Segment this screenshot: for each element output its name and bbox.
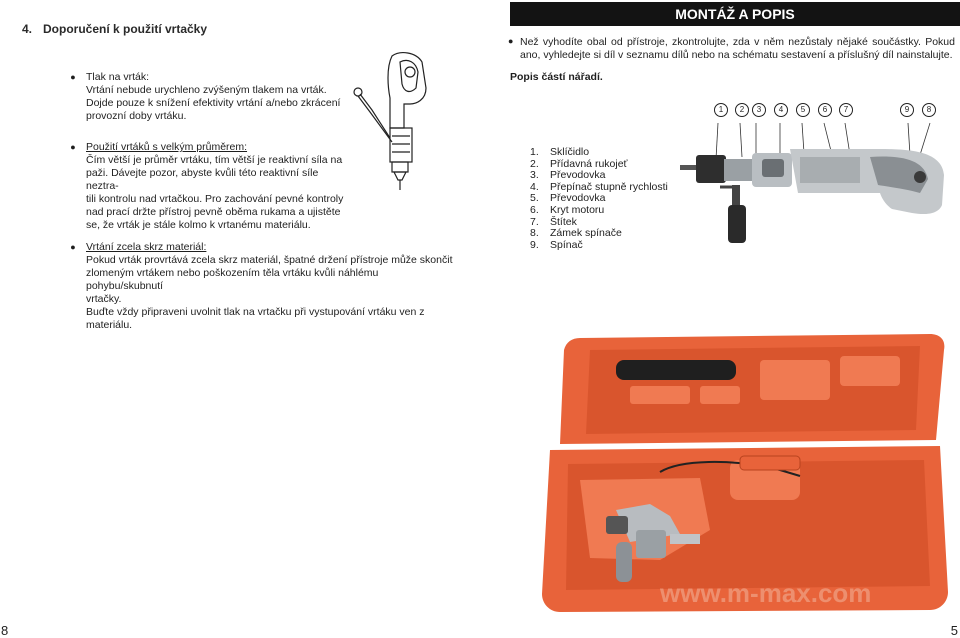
tip-pressure [86,71,346,123]
tip-large-bits [86,141,351,232]
list-item: 8. Zámek spínače [530,227,622,240]
callout-marker: 3 [752,103,766,117]
section-number: 4. [22,22,33,36]
watermark-text: www.m-max.com [660,578,872,608]
list-item: 4. Přepínač stupně rychlosti [530,180,668,193]
tip-line: zlomeným vrtákem nebo poškozením těla vrtáku kvůli náhlému pohybu/skubnutí [86,267,379,292]
list-item: 6. Kryt motoru [530,203,605,216]
tip-title: Použití vrtáků s velkým průměrem: [86,141,248,153]
bullet-icon: ● [70,72,76,82]
parts-title: Popis částí nářadí. [510,71,603,83]
list-item: 5. Převodovka [530,192,606,205]
tip-drill-through [86,241,456,332]
tip-line: Čím větší je průměr vrtáku, tím větší je reaktivní síla na [86,154,343,166]
tip-line: nad prací držte přístroj pevně oběma rukama a ujistěte [86,206,341,218]
section-banner: MONTÁŽ A POPIS [510,2,960,26]
callout-marker: 8 [922,103,936,117]
tip-line: Buďte vždy připraveni uvolnit tlak na vrtačku při vystupování vrtáku ven z materiálu. [86,306,425,331]
list-item: 2. Přídavná rukojeť [530,157,628,170]
bullet-icon: ● [508,36,514,46]
bullet-icon: ● [70,142,76,152]
list-item: 7. Štítek [530,215,577,228]
list-item: 3. Převodovka [530,169,606,182]
tip-title: Tlak na vrták: [86,71,150,83]
tip-line: Dojde pouze k snížení efektivity vrtání a/nebo zkrácení [86,97,341,109]
parts-list [530,147,668,251]
list-item: 1. Sklíčidlo [530,146,590,158]
callout-marker: 7 [839,103,853,117]
tip-line: paži. Dávejte pozor, abyste kvůli této reaktivní síle neztra- [86,167,319,192]
tip-line: vrtačky. [86,293,122,305]
tip-line: provozní doby vrtáku. [86,110,187,122]
callout-marker: 1 [714,103,728,117]
page-number-left: 8 [1,623,9,638]
tip-line: Vrtání nebude urychleno zvýšeným tlakem na vrták. [86,84,327,96]
drill-line-drawing [350,48,440,198]
callout-marker: 4 [774,103,788,117]
bullet-icon: ● [70,242,76,252]
tip-line: se, že vrták je stále kolmo k vrtanému materiálu. [86,219,311,231]
tip-title: Vrtání zcela skrz materiál: [86,241,207,253]
callout-marker: 6 [818,103,832,117]
section-title: Doporučení k použití vrtačky [43,22,208,36]
intro-paragraph: Než vyhodíte obal od přístroje, zkontrolujte, zda v něm nezůstaly nějaké součástky. Pokud ano, vyhledejte si díl v seznamu dílů nebo na schématu sestavení a příslušný díl nainstalujte. [520,36,955,61]
carry-case-photo [520,320,960,620]
callout-marker: 5 [796,103,810,117]
page-number-right: 5 [950,623,958,638]
section-heading [22,22,207,36]
callout-marker: 2 [735,103,749,117]
drill-photo [680,115,955,255]
tip-line: tili kontrolu nad vrtačkou. Pro zachování pevné kontroly [86,193,344,205]
callout-marker: 9 [900,103,914,117]
list-item: 9. Spínač [530,238,583,251]
tip-line: Pokud vrták provrtává zcela skrz materiál, špatné držení přístroje může skončit [86,254,453,266]
